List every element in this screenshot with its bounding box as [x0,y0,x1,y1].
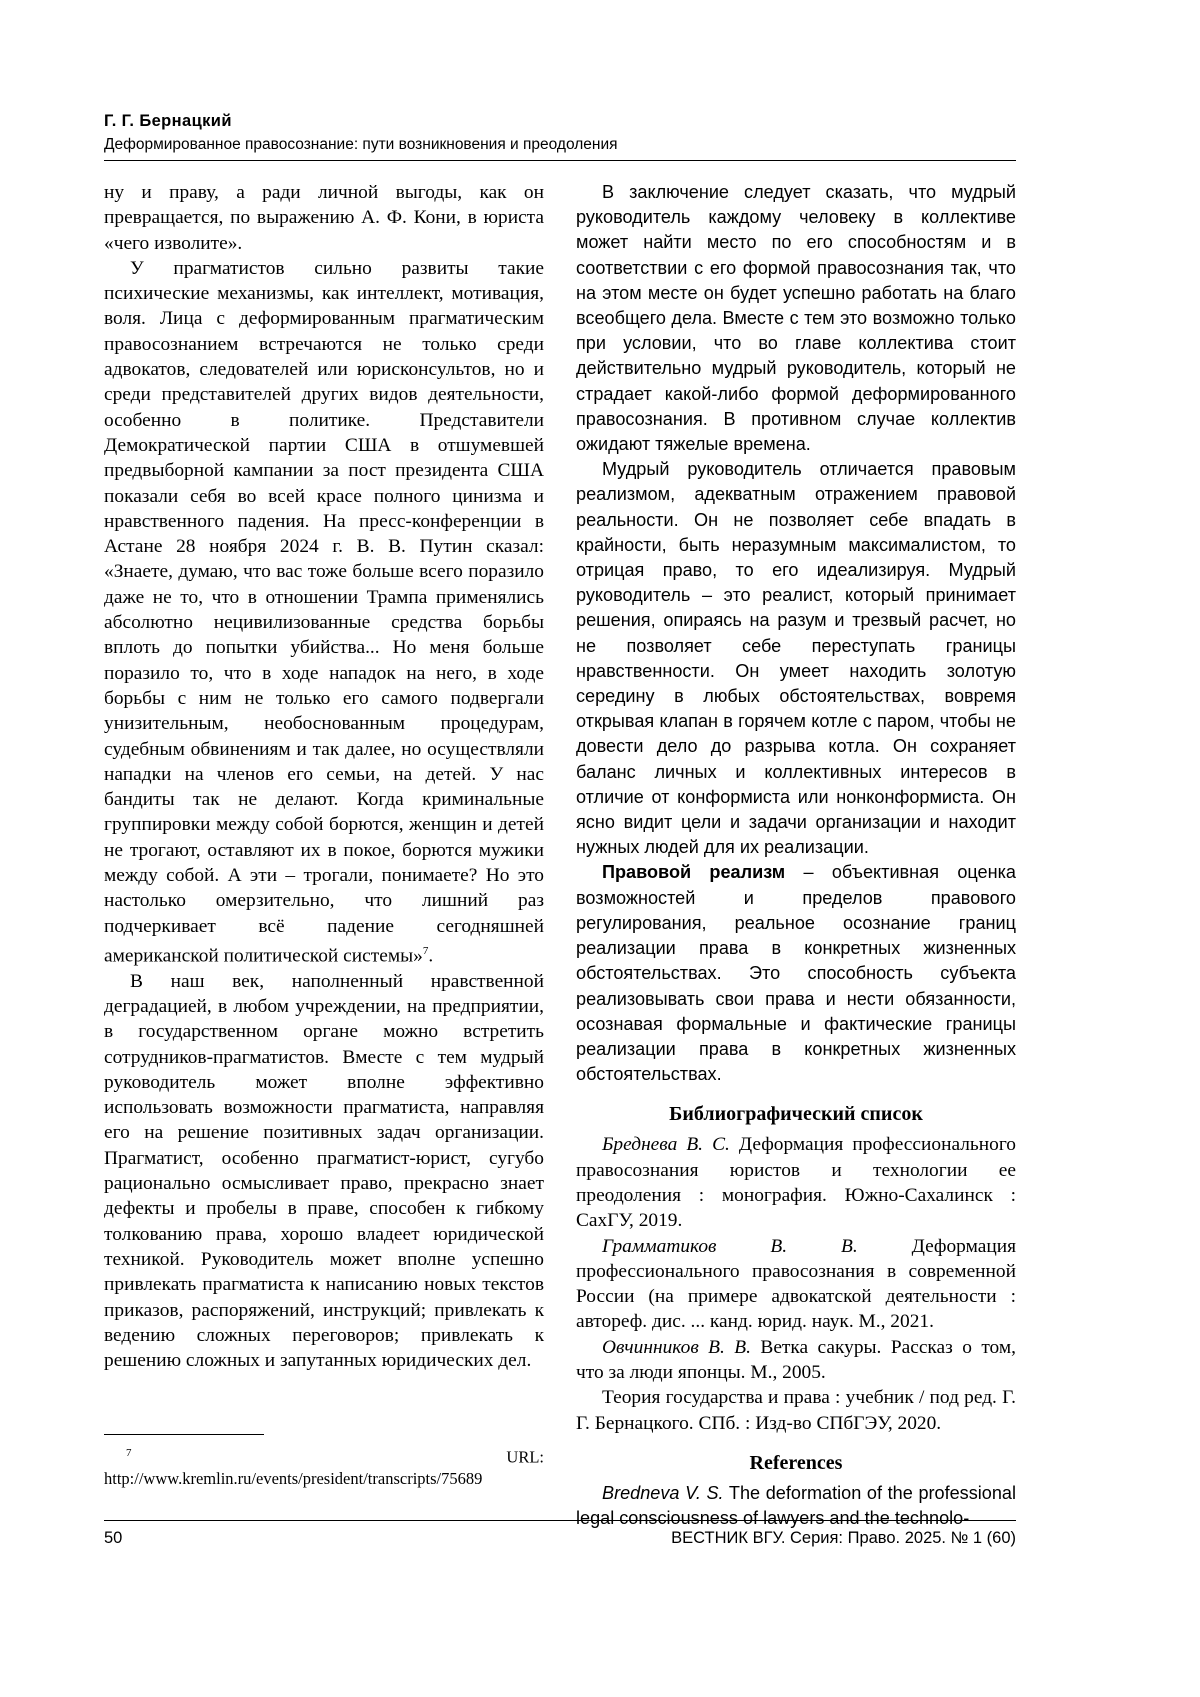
footnote-block [104,1434,544,1491]
bibliography-author: Грамматиков В. В. [602,1235,858,1257]
page-number: 50 [104,1529,123,1547]
reference-author: Bredneva V. S. [602,1482,724,1503]
bibliography-entry [576,1335,1016,1386]
right-column [576,180,1017,1529]
footnote [104,1442,544,1491]
page-footer [104,1520,1016,1548]
footnote-text: URL: http://www.kremlin.ru/events/president/transcripts/75689 [104,1447,544,1488]
paragraph: Мудрый руководитель отличается правовым реализмом, адекватным отражением правовой реальности. Он не позволяет себе впадать в крайности, быть неразумным максималистом, то отрицая право, то его идеализируя. Мудрый руководитель – это реалист, который принимает решения, опираясь на разум и трезвый расчет, но не позволяет себе переступать границы нравственности. Он умеет находить золотую середину в любых обстоятельствах, вовремя открывая клапан в горячем котле с паром, чтобы не довести дело до разрыва котла. Он сохраняет баланс личных и коллективных интересов в отличие от конформиста или нонконформиста. Он ясно видит цели и задачи организации и находит нужных людей для их реализации. [576,459,1016,858]
bibliography-text: Деформация профессионального правосознания юристов и технологии ее преодоления : монография. Южно-Сахалинск : СахГУ, 2019. [576,1134,1016,1232]
footnote-marker: 7 [422,944,429,957]
bibliography-text: Ветка сакуры. Рассказ о том, что за люди японцы. М., 2005. [576,1336,1017,1383]
definition-paragraph [576,860,1016,1087]
bibliography-entry [576,1234,1016,1335]
bibliography-author: Бреднева В. С. [602,1134,730,1156]
definition-term: Правовой реализм [602,862,786,883]
footer-row [104,1529,1016,1548]
paragraph: В наш век, наполненный нравственной деградацией, в любом учреждении, на предприятии, в государственном органе можно встретить сотрудников-прагматистов. Вместе с тем мудрый руководитель может вполне эффективно использовать возможности прагматиста, направляя его на решение позитивных задач организации. Прагматист, особенно прагматист-юрист, сугубо рационально осмысливает право, прекрасно знает дефекты и пробелы в праве, способен к гибкому толкованию права, хорошо владеет юридической техникой. Руководитель может вполне успешно привлекать прагматиста к написанию новых текстов приказов, распоряжений, инструкций; привлекать к ведению сложных переговоров; привлекать к решению сложных и запутанных юридических дел. [104,970,544,1372]
header-running-title: Деформированное правосознание: пути возникновения и преодоления [104,136,618,153]
bibliography-entry [576,1385,1016,1436]
paragraph [104,256,544,969]
paragraph-text: У прагматистов сильно развиты такие психические механизмы, как интеллект, мотивация, воля. Лица с деформированным прагматическим правосознанием встречаются не только среди адвокатов, следователей или юрисконсультов, но и среди представителей других видов деятельности, особенно в политике. Представители Демократической партии США в отшумевшей предвыборной кампании за пост президента США показали себя во всей красе полного цинизма и нравственного падения. На пресс-конференции в Астане 28 ноября 2024 г. В. В. Путин сказал: «Знаете, думаю, что вас тоже больше всего поразило даже не то, что в отношении Трампа применялись абсолютно нецивилизованные средства борьбы вплоть до попытки убийства... Но меня больше поразило то, что в ходе нападок на него, в ходе борьбы с ним не только его самого подвергали унизительным, необоснованным процедурам, судебным обвинениям и так далее, но осуществляли нападки на членов его семьи, на детей. У нас бандиты так не делают. Когда криминальные группировки между собой борются, женщин и детей не трогают, оставляют их в покое, борются мужики между собой. А эти – трогали, понимаете? Но это настолько омерзительно, что лишний раз подчеркивает всё падение сегодняшней американской политической системы» [104,257,544,967]
paragraph: ну и праву, а ради личной выгоды, как он превращается, по выражению А. Ф. Кони, в юриста «чего изволите». [104,182,544,254]
header-author: Г. Г. Бернацкий [104,112,232,130]
bibliography-text: Деформация профессионального правосознания в современной России (на примере адвокатской деятельности : автореф. дис. ... канд. юрид. наук. М., 2021. [576,1235,1016,1333]
page-header [104,112,1016,161]
bibliography-entry [576,1132,1016,1233]
header-divider [104,160,1016,161]
reference-text: The deformation of the professional legal consciousness of lawyers and the technolo- [576,1482,1017,1529]
references-heading: References [749,1451,843,1474]
footer-divider [104,1520,1016,1521]
left-column [104,180,544,1490]
bibliography-text: Теория государства и права : учебник / под ред. Г. Г. Бернацкого. СПб. : Изд-во СПбГЭУ, 2020. [576,1387,1016,1434]
journal-info: ВЕСТНИК ВГУ. Серия: Право. 2025. № 1 (60) [671,1529,1016,1547]
footnote-divider [104,1434,264,1435]
article-columns [104,180,1017,1529]
bibliography-author: Овчинников В. В. [602,1336,751,1358]
paragraph: В заключение следует сказать, что мудрый руководитель каждому человеку в коллективе может найти место по его способностям и в соответствии с его формой правосознания так, что на этом месте он будет успешно работать на благо всеобщего дела. Вместе с тем это возможно только при условии, что во главе коллектива стоит действительно мудрый руководитель, который не страдает какой-либо формой деформированного правосознания. В противном случае коллектив ожидают тяжелые времена. [576,182,1016,455]
paragraph-tail: . [428,945,434,967]
definition-text: – объективная оценка возможностей и пределов правового регулирования, реальное осознание границ реализации права в конкретных жизненных обстоятельствах. Это способность субъекта реализовывать свои права и нести обязанности, осознавая формальные и фактические границы реализации права в конкретных жизненных обстоятельствах. [576,862,1016,1085]
footnote-number: 7 [126,1446,132,1459]
bibliography-heading: Библиографический список [669,1103,923,1126]
